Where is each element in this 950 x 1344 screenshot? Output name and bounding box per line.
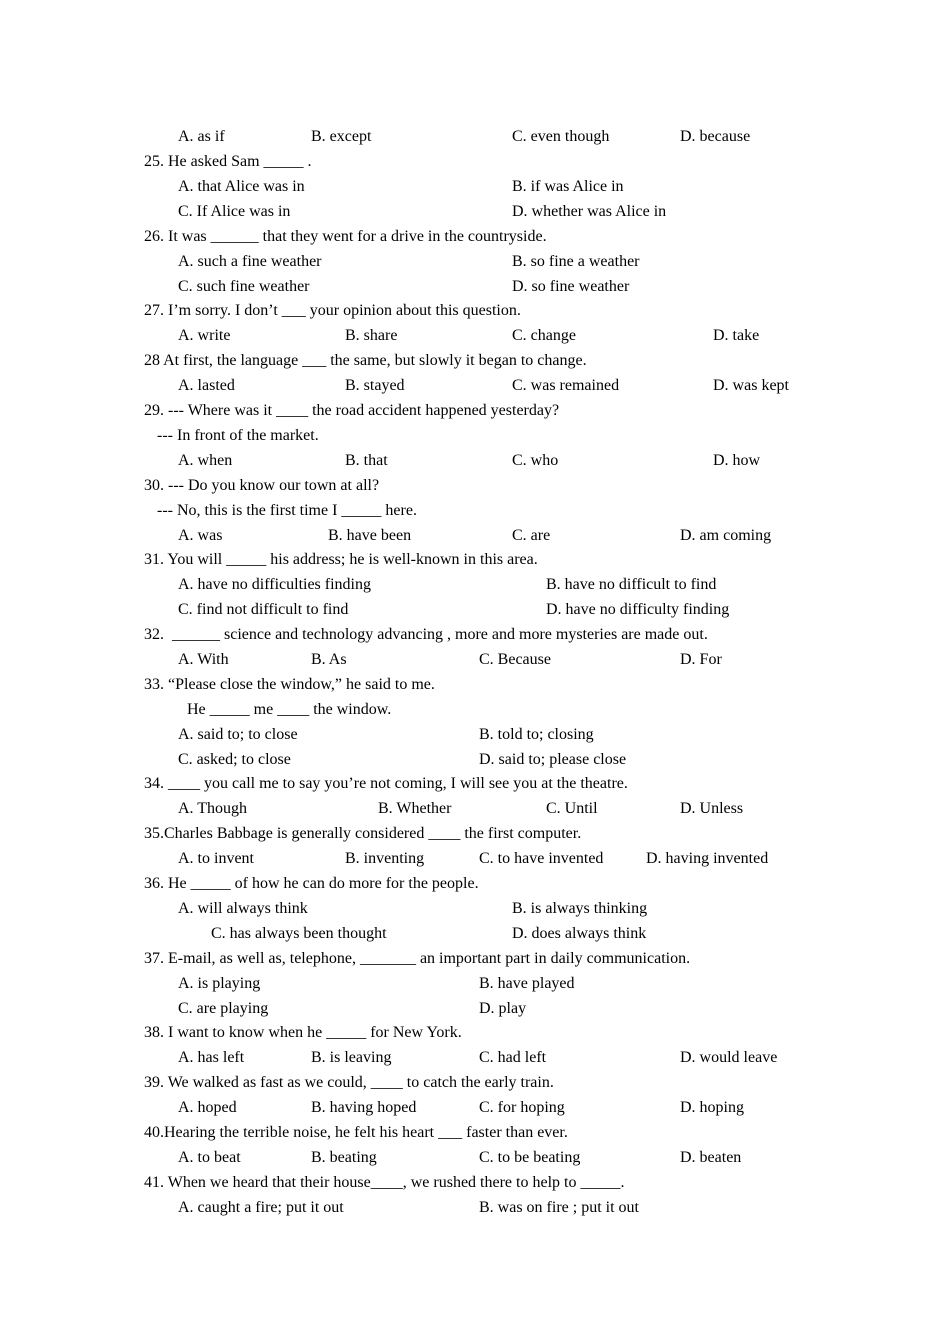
option-a: A. has left bbox=[178, 1049, 245, 1066]
option-a: A. such a fine weather bbox=[178, 253, 322, 270]
question-stem: 32. ______ science and technology advancing , more and more mysteries are made out. bbox=[144, 626, 708, 643]
option-a: A. Though bbox=[178, 800, 248, 817]
option-c: C. change bbox=[512, 327, 576, 344]
option-a: A. have no difficulties finding bbox=[178, 576, 371, 593]
option-b: B. stayed bbox=[345, 377, 405, 394]
option-d: D. Unless bbox=[680, 800, 744, 817]
option-a: A. hoped bbox=[178, 1099, 237, 1116]
option-c: C. Until bbox=[546, 800, 598, 817]
option-c: C. who bbox=[512, 452, 559, 469]
question-stem: 28 At first, the language ___ the same, but slowly it began to change. bbox=[144, 352, 587, 369]
dialogue-reply: --- In front of the market. bbox=[157, 427, 319, 444]
option-a: A. to invent bbox=[178, 850, 254, 867]
option-d: D. take bbox=[713, 327, 760, 344]
option-c: C. such fine weather bbox=[178, 278, 310, 295]
question-stem: 26. It was ______ that they went for a drive in the countryside. bbox=[144, 228, 547, 245]
option-c: C. are playing bbox=[178, 1000, 269, 1017]
option-c: C. even though bbox=[512, 128, 610, 145]
option-a: A. write bbox=[178, 327, 231, 344]
option-d: D. For bbox=[680, 651, 722, 668]
question-stem: 37. E-mail, as well as, telephone, _______ an important part in daily communication. bbox=[144, 950, 691, 967]
option-b: B. share bbox=[345, 327, 398, 344]
option-c: C. If Alice was in bbox=[178, 203, 291, 220]
option-d: D. how bbox=[713, 452, 761, 469]
question-stem: 30. --- Do you know our town at all? bbox=[144, 477, 380, 494]
option-c: C. to have invented bbox=[479, 850, 604, 867]
option-d: D. because bbox=[680, 128, 751, 145]
option-c: C. asked; to close bbox=[178, 751, 291, 768]
option-b: B. have played bbox=[479, 975, 575, 992]
option-d: D. so fine weather bbox=[512, 278, 630, 295]
question-stem: 39. We walked as fast as we could, ____ to catch the early train. bbox=[144, 1074, 554, 1091]
question-stem: 40.Hearing the terrible noise, he felt his heart ___ faster than ever. bbox=[144, 1124, 568, 1141]
question-stem: 29. --- Where was it ____ the road accident happened yesterday? bbox=[144, 402, 560, 419]
question-stem: 33. “Please close the window,” he said to me. bbox=[144, 676, 435, 693]
option-c: C. for hoping bbox=[479, 1099, 565, 1116]
option-d: D. play bbox=[479, 1000, 527, 1017]
option-a: A. as if bbox=[178, 128, 225, 145]
option-b: B. told to; closing bbox=[479, 726, 594, 743]
question-stem: 36. He _____ of how he can do more for the people. bbox=[144, 875, 479, 892]
option-c: C. has always been thought bbox=[211, 925, 387, 942]
option-d: D. whether was Alice in bbox=[512, 203, 667, 220]
question-stem: 27. I’m sorry. I don’t ___ your opinion about this question. bbox=[144, 302, 521, 319]
option-a: A. is playing bbox=[178, 975, 261, 992]
question-stem: 31. You will _____ his address; he is well-known in this area. bbox=[144, 551, 538, 568]
question-stem: 35.Charles Babbage is generally considered ____ the first computer. bbox=[144, 825, 582, 842]
option-b: B. As bbox=[311, 651, 347, 668]
option-a: A. was bbox=[178, 527, 223, 544]
option-b: B. if was Alice in bbox=[512, 178, 624, 195]
option-d: D. beaten bbox=[680, 1149, 742, 1166]
option-b: B. having hoped bbox=[311, 1099, 417, 1116]
dialogue-reply: --- No, this is the first time I _____ here. bbox=[157, 502, 417, 519]
question-stem: 25. He asked Sam _____ . bbox=[144, 153, 312, 170]
question-stem: 38. I want to know when he _____ for New York. bbox=[144, 1024, 462, 1041]
option-d: D. does always think bbox=[512, 925, 647, 942]
option-b: B. was on fire ; put it out bbox=[479, 1199, 639, 1216]
question-stem: 34. ____ you call me to say you’re not coming, I will see you at the theatre. bbox=[144, 775, 628, 792]
option-a: A. when bbox=[178, 452, 233, 469]
option-b: B. that bbox=[345, 452, 388, 469]
option-c: C. had left bbox=[479, 1049, 547, 1066]
option-d: D. hoping bbox=[680, 1099, 744, 1116]
option-d: D. was kept bbox=[713, 377, 789, 394]
option-a: A. With bbox=[178, 651, 229, 668]
option-a: A. lasted bbox=[178, 377, 235, 394]
option-c: C. Because bbox=[479, 651, 551, 668]
option-c: C. was remained bbox=[512, 377, 620, 394]
option-b: B. beating bbox=[311, 1149, 377, 1166]
option-b: B. is always thinking bbox=[512, 900, 648, 917]
option-c: C. to be beating bbox=[479, 1149, 581, 1166]
option-c: C. find not difficult to find bbox=[178, 601, 349, 618]
option-d: D. having invented bbox=[646, 850, 769, 867]
option-a: A. caught a fire; put it out bbox=[178, 1199, 344, 1216]
option-b: B. so fine a weather bbox=[512, 253, 640, 270]
option-b: B. have been bbox=[328, 527, 412, 544]
question-stem: 41. When we heard that their house____, we rushed there to help to _____. bbox=[144, 1174, 625, 1191]
option-a: A. will always think bbox=[178, 900, 308, 917]
option-b: B. have no difficult to find bbox=[546, 576, 717, 593]
option-b: B. except bbox=[311, 128, 372, 145]
option-c: C. are bbox=[512, 527, 551, 544]
option-d: D. would leave bbox=[680, 1049, 778, 1066]
option-a: A. to beat bbox=[178, 1149, 241, 1166]
option-b: B. inventing bbox=[345, 850, 425, 867]
option-d: D. said to; please close bbox=[479, 751, 627, 768]
question-sub-sentence: He _____ me ____ the window. bbox=[187, 701, 392, 718]
option-a: A. said to; to close bbox=[178, 726, 298, 743]
option-b: B. is leaving bbox=[311, 1049, 392, 1066]
option-d: D. have no difficulty finding bbox=[546, 601, 730, 618]
option-b: B. Whether bbox=[378, 800, 452, 817]
option-d: D. am coming bbox=[680, 527, 772, 544]
option-a: A. that Alice was in bbox=[178, 178, 305, 195]
